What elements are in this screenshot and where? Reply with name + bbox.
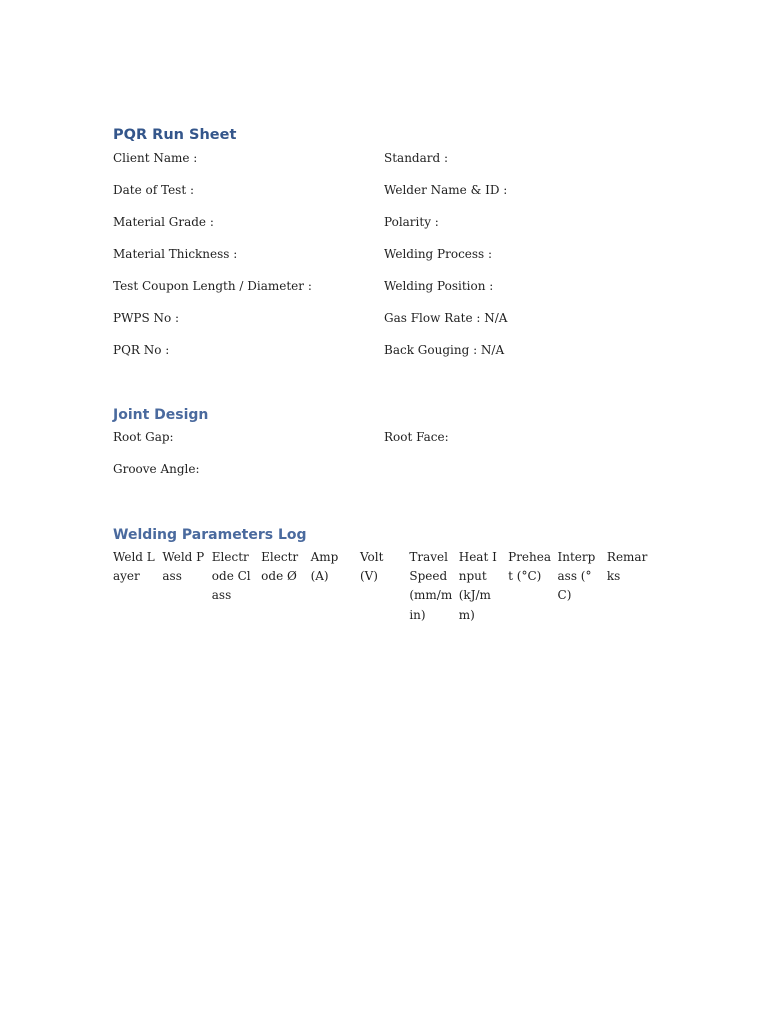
joint-design-heading: Joint Design	[113, 407, 209, 423]
column-header-amp: Amp (A)	[310, 550, 339, 584]
table-header-row	[113, 548, 656, 625]
client-name-label: Client Name :	[113, 151, 198, 165]
gas-flow-rate-label: Gas Flow Rate : N/A	[384, 311, 508, 325]
column-header-remarks: Remarks	[606, 550, 648, 584]
page-title: PQR Run Sheet	[113, 127, 237, 143]
root-face-label: Root Face:	[384, 430, 449, 444]
standard-label: Standard :	[384, 151, 449, 165]
column-header-weld-layer: Weld Layer	[113, 550, 155, 584]
back-gouging-label: Back Gouging : N/A	[384, 343, 505, 357]
date-of-test-label: Date of Test :	[113, 183, 195, 197]
groove-angle-label: Groove Angle:	[113, 462, 200, 476]
root-gap-label: Root Gap:	[113, 430, 174, 444]
column-header-weld-pass: Weld Pass	[162, 550, 205, 584]
welding-log-heading: Welding Parameters Log	[113, 527, 307, 543]
polarity-label: Polarity :	[384, 215, 439, 229]
column-header-electrode-diameter: Electrode Ø	[261, 550, 299, 584]
column-header-electrode-class: Electrode Class	[211, 550, 251, 603]
welding-position-label: Welding Position :	[384, 279, 494, 293]
column-header-preheat: Preheat (°C)	[508, 550, 552, 584]
welding-log-table	[113, 548, 656, 625]
column-header-volt: Volt (V)	[359, 550, 384, 584]
welding-process-label: Welding Process :	[384, 247, 493, 261]
welder-name-id-label: Welder Name & ID :	[384, 183, 508, 197]
material-grade-label: Material Grade :	[113, 215, 214, 229]
column-header-travel-speed: Travel Speed (mm/min)	[409, 550, 453, 622]
pwps-no-label: PWPS No :	[113, 311, 180, 325]
material-thickness-label: Material Thickness :	[113, 247, 238, 261]
pqr-no-label: PQR No :	[113, 343, 170, 357]
test-coupon-label: Test Coupon Length / Diameter :	[113, 279, 312, 293]
column-header-interpass: Interpass (°C)	[557, 550, 596, 603]
column-header-heat-input: Heat Input (kJ/mm)	[458, 550, 497, 622]
